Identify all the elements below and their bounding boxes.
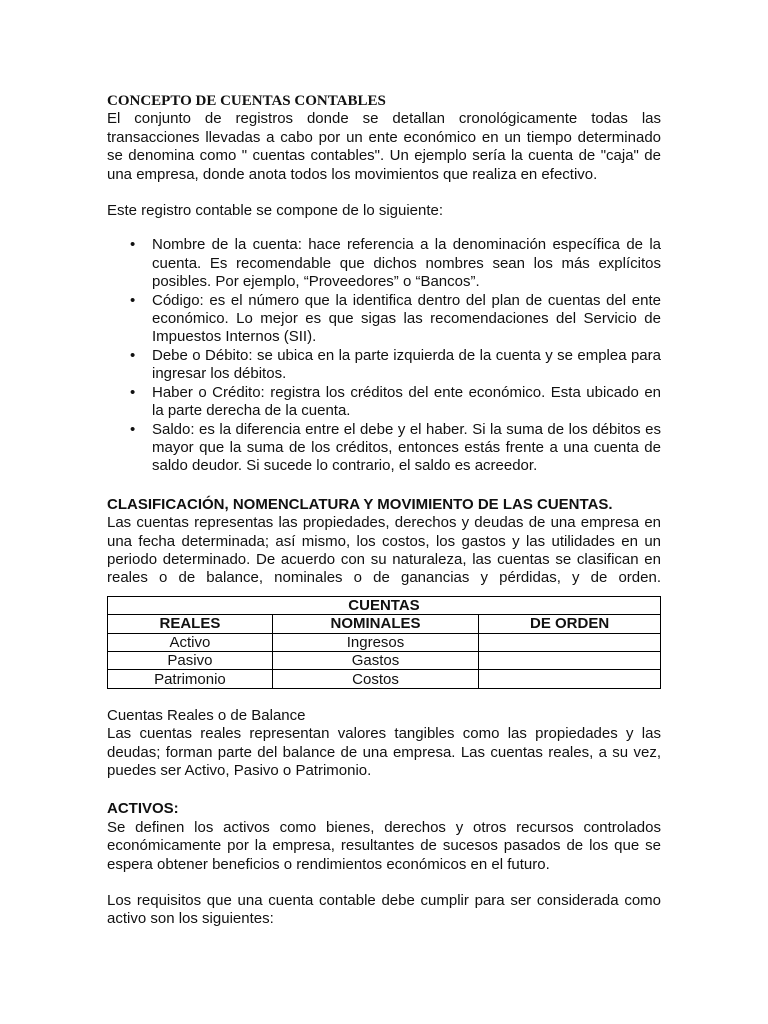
bullet-icon: • [130, 383, 136, 401]
table-title: CUENTAS [108, 596, 661, 614]
paragraph-cuentas-reales: Las cuentas reales representan valores tangibles como las propiedades y las deudas; forman parte del balance de una empresa. Las cuentas reales, a su vez, puedes ser Activo, Pasivo o Patrimonio. [107, 725, 661, 779]
paragraph-registro-intro: Este registro contable se compone de lo siguiente: [107, 202, 444, 220]
bullet-icon: • [130, 420, 136, 438]
table-cell: Activo [108, 633, 273, 651]
list-item: • Saldo: es la diferencia entre el debe y el haber. Si la suma de los débitos es mayor que la suma de los créditos, entonces estás frente a una cuenta de saldo deudor. Si sucede lo contrario, el saldo es acreedor. [130, 420, 661, 475]
table-cell [479, 651, 661, 669]
list-item: • Debe o Débito: se ubica en la parte izquierda de la cuenta y se emplea para ingresar los débitos. [130, 346, 661, 383]
table-cell: Pasivo [108, 651, 273, 669]
table-cell: Gastos [272, 651, 478, 669]
table-row [108, 670, 661, 688]
table-row [108, 651, 661, 669]
table-row [108, 633, 661, 651]
bullet-list-componentes [107, 236, 661, 475]
column-header-de-orden: DE ORDEN [479, 615, 661, 633]
table-cell [479, 670, 661, 688]
list-item: • Nombre de la cuenta: hace referencia a la denominación específica de la cuenta. Es recomendable que dichos nombres sean los más explícitos posibles. Por ejemplo, “Proveedores” o “Bancos”. [130, 236, 661, 291]
table-cell: Patrimonio [108, 670, 273, 688]
section-title-clasificacion: CLASIFICACIÓN, NOMENCLATURA Y MOVIMIENTO DE LAS CUENTAS. [107, 495, 613, 513]
list-item: • Haber o Crédito: registra los créditos del ente económico. Esta ubicado en la parte derecha de la cuenta. [130, 383, 661, 420]
cuentas-table [107, 596, 661, 689]
list-item: • Código: es el número que la identifica dentro del plan de cuentas del ente económico. Lo mejor es que sigas las recomendaciones del Servicio de Impuestos Internos (SII). [130, 291, 661, 346]
column-header-nominales: NOMINALES [272, 615, 478, 633]
table-cell: Ingresos [272, 633, 478, 651]
paragraph-requisitos: Los requisitos que una cuenta contable debe cumplir para ser considerada como activo son los siguientes: [107, 891, 661, 928]
table-header-row [108, 615, 661, 633]
paragraph-clasificacion: Las cuentas representas las propiedades, derechos y deudas de una empresa en una fecha determinada; así mismo, los costos, los gastos y las utilidades en un periodo determinado. De acuerdo con su naturaleza, las cuentas se clasifican en reales o de balance, nominales o de ganancias y pérdidas, y de orden. [107, 514, 661, 587]
section-title-activos: ACTIVOS: [107, 800, 179, 818]
section-title-concepto: CONCEPTO DE CUENTAS CONTABLES [107, 93, 386, 109]
column-header-reales: REALES [108, 615, 273, 633]
subtitle-cuentas-reales: Cuentas Reales o de Balance [107, 706, 306, 724]
bullet-icon: • [130, 236, 136, 254]
table-cell: Costos [272, 670, 478, 688]
paragraph-activos: Se definen los activos como bienes, derechos y otros recursos controlados económicamente por la empresa, resultantes de sucesos pasados de los que se espera obtener beneficios o rendimientos económicos en el futuro. [107, 818, 661, 873]
table-cell [479, 633, 661, 651]
bullet-icon: • [130, 291, 136, 309]
paragraph-concepto: El conjunto de registros donde se detallan cronológicamente todas las transacciones llevadas a cabo por un ente económico en un tiempo determinado se denomina como " cuentas contables". Un ejemplo sería la cuenta de "caja" de una empresa, donde anota todos los movimientos que realiza en efectivo. [107, 110, 661, 183]
bullet-icon: • [130, 346, 136, 364]
document-body [107, 92, 661, 929]
